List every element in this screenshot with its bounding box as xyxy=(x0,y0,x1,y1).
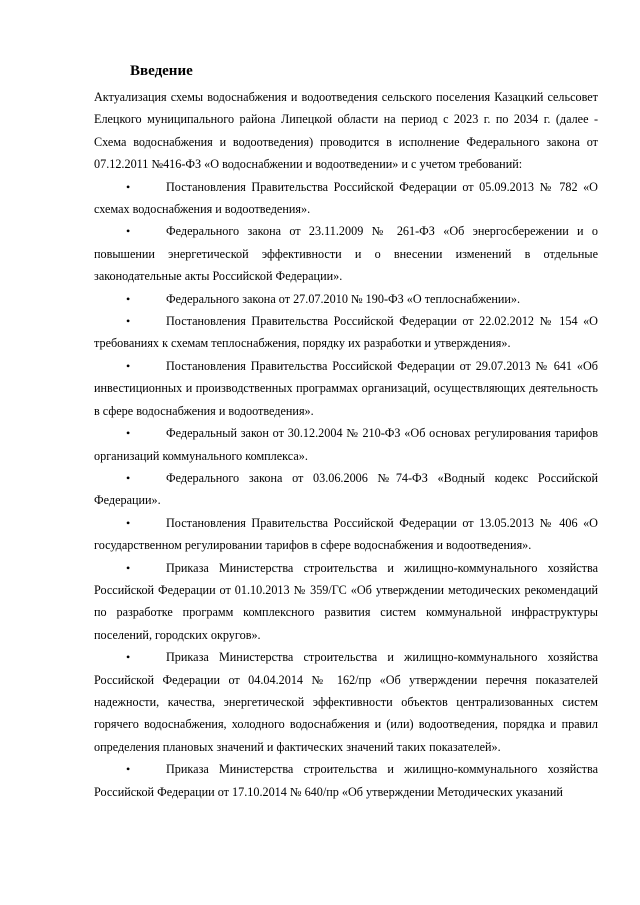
bullet-icon: • xyxy=(126,291,131,306)
bullet-icon: • xyxy=(126,179,131,194)
list-item-text: Постановления Правительства Российской Федерации от 29.07.2013 № 641 «Об инвестиционных и производственных программах организаций, осуществляющих деятельность в сфере водоснабжения и водоотведения». xyxy=(94,358,598,418)
bullet-icon: • xyxy=(126,358,131,373)
bullet-icon: • xyxy=(126,560,131,575)
list-item xyxy=(94,422,598,467)
bullet-icon: • xyxy=(126,515,131,530)
bullet-icon: • xyxy=(126,224,131,239)
list-item xyxy=(94,310,598,355)
list-item xyxy=(94,512,598,557)
list-item-text: Федерального закона от 27.07.2010 № 190-ФЗ «О теплоснабжении». xyxy=(166,291,521,306)
list-item-text: Приказа Министерства строительства и жилищно-коммунального хозяйства Российской Федерации от 01.10.2013 № 359/ГС «Об утверждении методических рекомендаций по разработке программ комплексного развития систем коммунальной инфраструктуры поселений, городских округов». xyxy=(94,560,598,642)
list-item-text: Федерального закона от 23.11.2009 № 261-ФЗ «Об энергосбережении и о повышении энергетической эффективности и о внесении изменений в отдельные законодательные акты Российской Федерации». xyxy=(94,224,598,284)
list-item-text: Постановления Правительства Российской Федерации от 22.02.2012 № 154 «О требованиях к схемам теплоснабжения, порядку их разработки и утверждения». xyxy=(94,314,598,351)
bullet-icon: • xyxy=(126,426,131,441)
list-item-text: Федеральный закон от 30.12.2004 № 210-ФЗ «Об основах регулирования тарифов организаций коммунального комплекса». xyxy=(94,426,598,463)
list-item xyxy=(94,557,598,647)
bullet-icon: • xyxy=(126,470,131,485)
list-item xyxy=(94,758,598,803)
list-item-text: Федерального закона от 03.06.2006 №74-ФЗ «Водный кодекс Российской Федерации». xyxy=(94,470,598,508)
list-item xyxy=(94,220,598,287)
intro-paragraph: Актуализация схемы водоснабжения и водоотведения сельского поселения Казацкий сельсовет Елецкого муниципального района Липецкой области на период с 2023 г. по 2034 г. (далее - Схема водоснабжения и водоотведения) проводится в исполнение Федерального закона от 07.12.2011 №416-ФЗ «О водоснабжении и водоотведении» и с учетом требований: xyxy=(94,90,598,172)
list-item-text: Постановления Правительства Российской Федерации от 13.05.2013 № 406 «О государственном регулировании тарифов в сфере водоснабжения и водоотведения». xyxy=(94,515,598,553)
list-item-text: Приказа Министерства строительства и жилищно-коммунального хозяйства Российской Федерации от 04.04.2014 № 162/пр «Об утверждении перечня показателей надежности, качества, энергетической эффективности объектов централизованных систем горячего водоснабжения, холодного водоснабжения и (или) водоотведения, порядка и правил определения плановых значений и фактических значений таких показателей». xyxy=(94,650,598,754)
bullet-icon: • xyxy=(126,762,131,777)
list-item-text: Постановления Правительства Российской Федерации от 05.09.2013 № 782 «О схемах водоснабжения и водоотведения». xyxy=(94,179,598,217)
list-item xyxy=(94,467,598,512)
list-item xyxy=(94,646,598,758)
list-item-text: Приказа Министерства строительства и жилищно-коммунального хозяйства Российской Федерации от 17.10.2014 № 640/пр «Об утверждении Методических указаний xyxy=(94,762,598,799)
bullet-icon: • xyxy=(126,314,131,329)
list-item xyxy=(94,288,598,310)
bullet-icon: • xyxy=(126,650,131,665)
list-item xyxy=(94,176,598,221)
list-item xyxy=(94,355,598,422)
section-heading: Введение xyxy=(130,63,193,79)
